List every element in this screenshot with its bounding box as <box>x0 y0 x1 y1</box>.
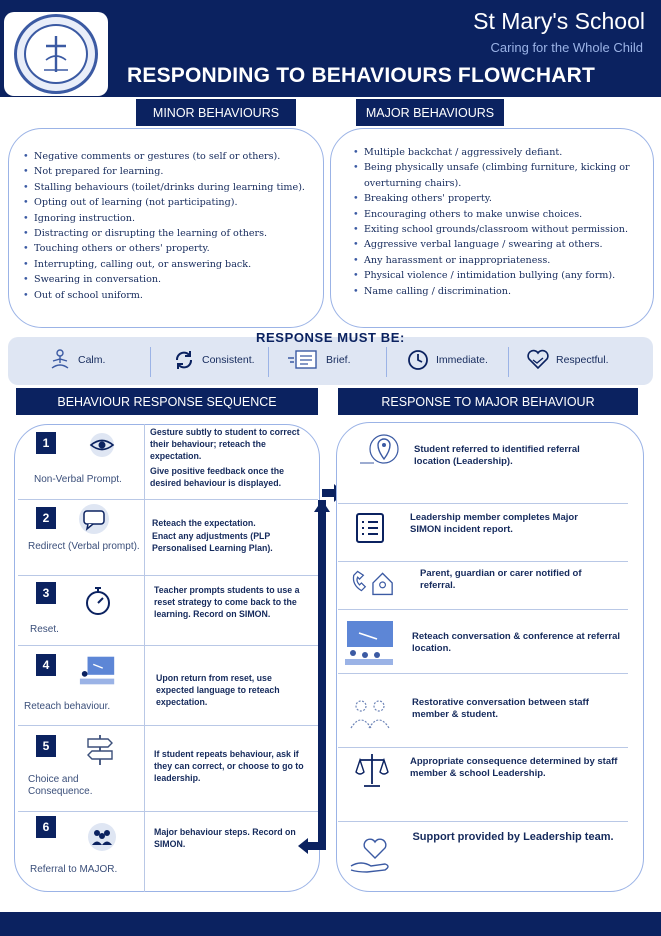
conversation-icon <box>346 694 394 734</box>
list-item: • Touching others or others' property. <box>23 241 313 256</box>
teacher-board-icon <box>78 654 118 688</box>
response-consistent <box>172 347 255 373</box>
step-description: Gesture subtly to student to correct their behaviour; reteach the expectation. <box>150 427 300 461</box>
heart-hand-icon <box>348 836 396 876</box>
divider <box>268 347 269 377</box>
stopwatch-icon <box>78 584 118 618</box>
step-description: If student repeats behaviour, ask if they can correct, or choose to go to leadership. <box>154 749 304 783</box>
step-label: Reset. <box>30 624 59 635</box>
response-to-major-heading: RESPONSE TO MAJOR BEHAVIOUR <box>338 388 638 415</box>
major-response-text: Parent, guardian or carer notified of referral. <box>420 568 582 591</box>
major-behaviours-panel <box>330 128 654 328</box>
major-behaviours-list <box>353 145 643 299</box>
step-description: Upon return from reset, use expected language to reteach expectation. <box>156 673 280 707</box>
step-description-2: Enact any adjustments (PLP Personalised Learning Plan). <box>152 531 273 553</box>
page-title: RESPONDING TO BEHAVIOURS FLOWCHART <box>127 64 596 87</box>
list-item: • Name calling / discrimination. <box>353 284 643 299</box>
step-number: 4 <box>36 654 56 676</box>
divider <box>150 347 151 377</box>
response-brief <box>288 347 351 373</box>
major-response-text: Reteach conversation & conference at referral location. <box>412 631 621 654</box>
list-item: • Distracting or disrupting the learning of others. <box>23 226 313 241</box>
step-description: Major behaviour steps. Record on SIMON. <box>154 827 296 849</box>
classroom-icon <box>342 618 398 668</box>
step-number: 6 <box>36 816 56 838</box>
step-description: Teacher prompts students to use a reset strategy to come back to the learning. Record on SIMON. <box>154 585 300 619</box>
list-item: • Physical violence / intimidation bullying (any form). <box>353 268 643 283</box>
speech-bubble-icon <box>74 502 114 536</box>
response-calm-label: Calm. <box>78 354 106 366</box>
step-label: Non-Verbal Prompt. <box>34 474 122 485</box>
step-number: 5 <box>36 735 56 757</box>
list-item: • Encouraging others to make unwise choices. <box>353 207 643 222</box>
signpost-icon <box>80 732 120 766</box>
step-label: Referral to MAJOR. <box>30 864 118 875</box>
list-item: • Negative comments or gestures (to self or others). <box>23 149 313 164</box>
phone-home-icon <box>348 562 396 602</box>
response-immediate-label: Immediate. <box>436 354 488 366</box>
list-item: • Aggressive verbal language / swearing at others. <box>353 237 643 252</box>
report-list-icon <box>346 508 394 548</box>
list-item: • Being physically unsafe (climbing furniture, kicking or overturning chairs). <box>353 160 643 191</box>
minor-behaviours-list <box>23 149 313 303</box>
list-item: • Out of school uniform. <box>23 288 313 303</box>
list-item: • Multiple backchat / aggressively defiant. <box>353 145 643 160</box>
scales-icon <box>348 750 396 790</box>
school-tagline: Caring for the Whole Child <box>490 40 643 55</box>
school-name: St Mary's School <box>473 8 645 34</box>
footer-bar <box>0 912 661 936</box>
list-item: • Interrupting, calling out, or answering back. <box>23 257 313 272</box>
behaviour-response-sequence-heading: BEHAVIOUR RESPONSE SEQUENCE <box>16 388 318 415</box>
cycle-arrows-icon <box>172 348 196 372</box>
list-item: • Opting out of learning (not participating). <box>23 195 313 210</box>
handshake-heart-icon <box>526 348 550 372</box>
major-response-text: Restorative conversation between staff member & student. <box>412 697 589 720</box>
list-item: • Breaking others' property. <box>353 191 643 206</box>
meditation-icon <box>48 348 72 372</box>
quick-note-icon <box>288 348 320 372</box>
response-calm <box>48 347 105 373</box>
major-response-text: Appropriate consequence determined by staff member & school Leadership. <box>410 756 618 779</box>
response-consistent-label: Consistent. <box>202 354 255 366</box>
group-icon <box>82 820 122 854</box>
step-label: Choice and Consequence. <box>28 774 93 797</box>
clock-icon <box>406 348 430 372</box>
school-logo <box>4 12 108 96</box>
step-label: Reteach behaviour. <box>24 701 111 712</box>
list-item: • Any harassment or inappropriateness. <box>353 253 643 268</box>
logo-crest-icon <box>40 34 72 74</box>
eye-icon <box>82 428 122 462</box>
step-label: Redirect (Verbal prompt). <box>28 541 140 552</box>
divider <box>508 347 509 377</box>
minor-behaviours-heading: MINOR BEHAVIOURS <box>136 99 296 126</box>
list-item: • Ignoring instruction. <box>23 211 313 226</box>
response-respectful-label: Respectful. <box>556 354 609 366</box>
response-respectful <box>526 347 609 373</box>
step-number: 3 <box>36 582 56 604</box>
list-item: • Exiting school grounds/classroom without permission. <box>353 222 643 237</box>
divider <box>386 347 387 377</box>
step-number: 1 <box>36 432 56 454</box>
response-brief-label: Brief. <box>326 354 351 366</box>
step-description-2: Give positive feedback once the desired behaviour is displayed. <box>150 466 284 488</box>
step-description: Reteach the expectation. <box>152 518 256 528</box>
major-response-text: Student referred to identified referral location (Leadership). <box>414 444 580 467</box>
list-item: • Stalling behaviours (toilet/drinks during learning time). <box>23 180 313 195</box>
major-behaviours-heading: MAJOR BEHAVIOURS <box>356 99 504 126</box>
location-pin-icon <box>356 433 404 473</box>
response-must-be-heading: RESPONSE MUST BE: <box>256 330 405 345</box>
step-number: 2 <box>36 507 56 529</box>
response-immediate <box>406 347 488 373</box>
major-response-text: Support provided by Leadership team. <box>412 831 614 843</box>
major-response-text: Leadership member completes Major SIMON incident report. <box>410 512 578 535</box>
list-item: • Swearing in conversation. <box>23 272 313 287</box>
minor-behaviours-panel <box>8 128 324 328</box>
list-item: • Not prepared for learning. <box>23 164 313 179</box>
